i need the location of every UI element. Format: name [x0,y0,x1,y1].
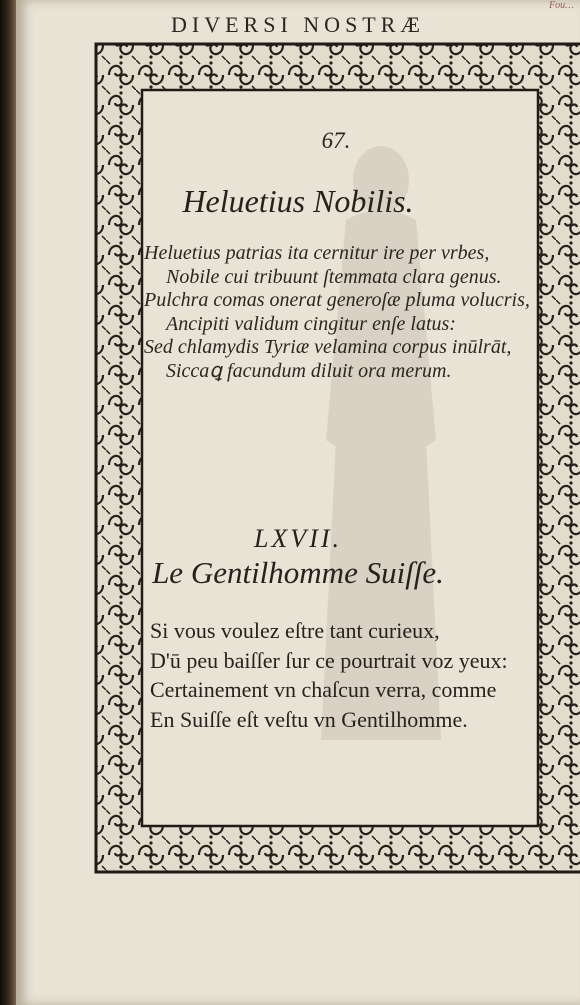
verse-line: Certainement vn chaſcun verra, comme [150,677,497,702]
latin-verse [144,242,564,384]
verse-line: Siccaꝗ facundum diluit ora merum. [166,359,452,382]
verse-line: D'ū peu baiſſer ſur ce pourtrait voz yeux: [150,647,508,673]
verse-line: Heluetius patrias ita cernitur ire per vrbes, [144,242,490,264]
page-number: 67. [321,128,351,153]
ornamental-border [16,0,580,1005]
french-title: Le Gentilhomme Suiſſe. [152,555,444,590]
verse-line: Pulchra comas onerat generoſæ pluma volucris, [144,289,530,312]
verse-line: Nobile cui tribuunt ſtemmata clara genus. [166,265,502,288]
library-stamp: Fou… [549,0,574,11]
french-verse [150,616,560,734]
book-spine-shadow [0,0,16,1005]
french-numeral: LXVII. [253,524,343,553]
verse-line: Sed chlamydis Tyriæ velamina corpus inūlrāt, [144,336,512,359]
book-page [16,0,580,1005]
verse-line: Ancipiti validum cingitur enſe latus: [166,312,456,335]
verse-line: En Suiſſe eſt veſtu vn Gentilhomme. [150,706,468,732]
verse-line: Si vous voulez eſtre tant curieux, [150,618,440,643]
border-bottom [96,826,580,872]
latin-title: Heluetius Nobilis. [182,183,414,219]
running-head: DIVERSI NOSTRÆ [171,12,425,37]
border-top [96,44,580,90]
